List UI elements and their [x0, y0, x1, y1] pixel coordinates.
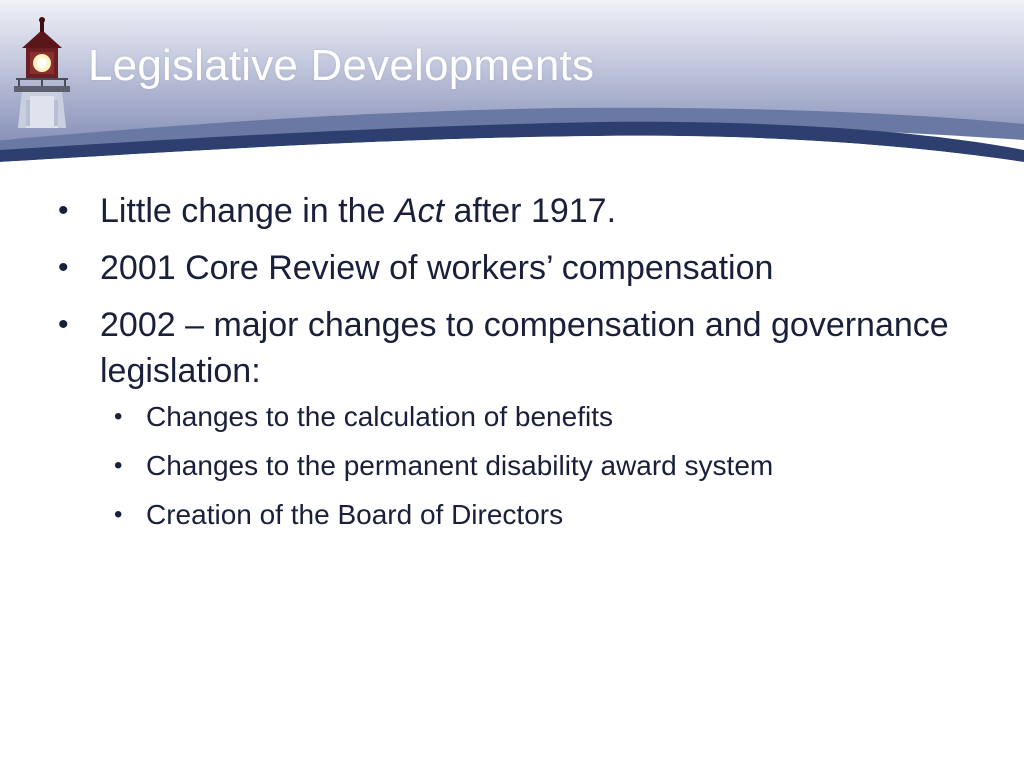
sub-bullet-text: Changes to the calculation of benefits: [146, 401, 613, 432]
bullet-item: [58, 188, 978, 234]
bullet-text: 2002 – major changes to compensation and governance legislation:: [100, 306, 949, 390]
bullet-marker: •: [58, 251, 69, 284]
slide-header: [0, 0, 1024, 170]
sub-bullet-text: Creation of the Board of Directors: [146, 499, 564, 530]
bullet-marker: •: [58, 308, 69, 341]
sub-bullet-text: Changes to the permanent disability award system: [146, 450, 774, 481]
slide-body: [58, 188, 978, 546]
sub-bullet-item: [114, 448, 978, 484]
bullet-marker: •: [58, 194, 69, 227]
sub-bullet-marker: •: [114, 403, 123, 430]
sub-bullet-marker: •: [114, 452, 123, 479]
bullet-text-italic: Act: [394, 192, 445, 230]
sub-bullet-marker: •: [114, 501, 123, 528]
sub-bullet-item: [114, 497, 978, 533]
sub-bullet-item: [114, 399, 978, 435]
bullet-text: 2001 Core Review of workers’ compensation: [100, 249, 774, 287]
bullet-item: [58, 302, 978, 394]
bullet-item: [58, 245, 978, 291]
sub-bullet-list: [58, 399, 978, 533]
bullet-text-prefix: Little change in the: [100, 192, 395, 230]
slide-title: Legislative Developments: [88, 41, 595, 90]
bullet-text-suffix: after 1917.: [444, 192, 617, 230]
